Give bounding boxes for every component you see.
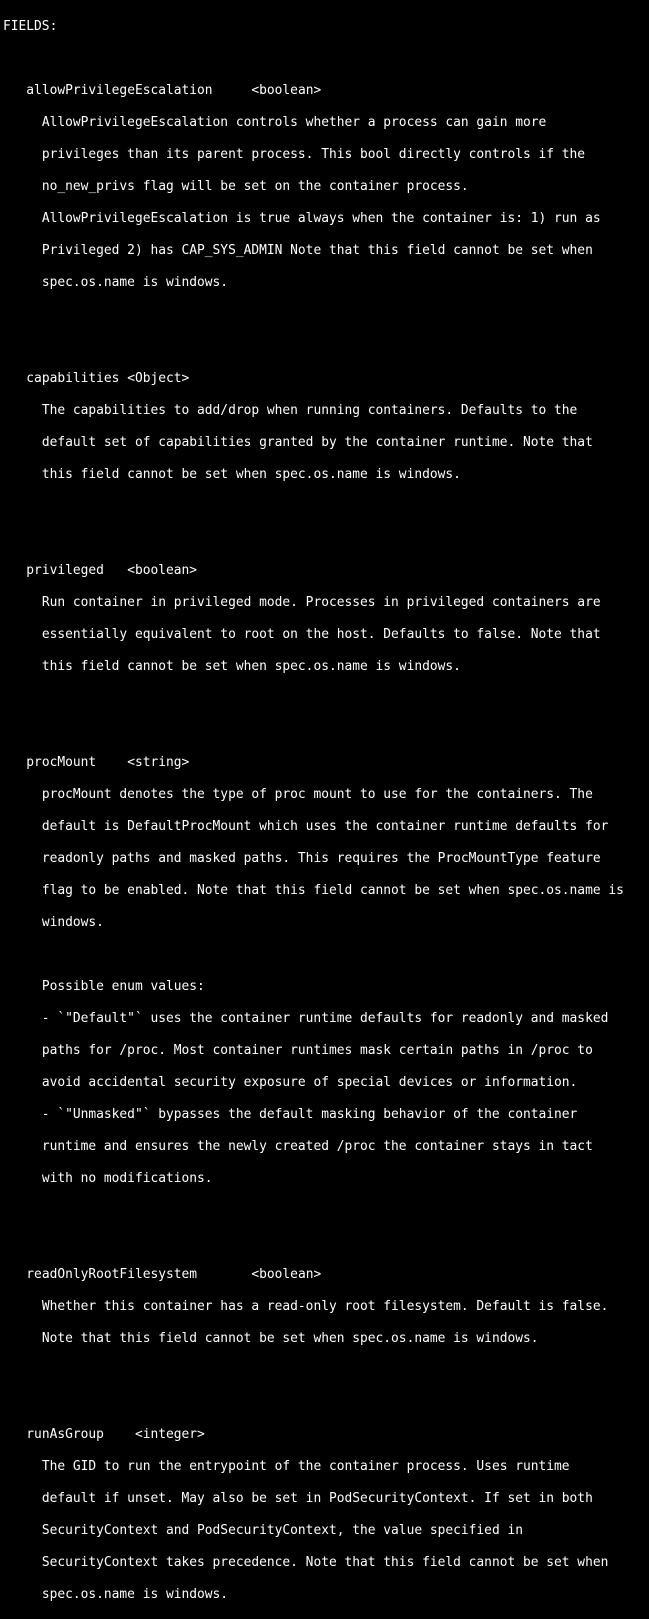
- field-row-capabilities: [3, 371, 649, 387]
- blank-line: [3, 1363, 649, 1379]
- field-row-allowprivilegeescalation: [3, 83, 649, 99]
- field-name: allowPrivilegeEscalation: [26, 83, 213, 98]
- field-desc-line: paths for /proc. Most container runtimes mask certain paths in /proc to: [41, 1043, 593, 1058]
- field-desc-line: this field cannot be set when spec.os.name is windows.: [41, 467, 461, 482]
- field-name: readOnlyRootFilesystem: [26, 1267, 198, 1282]
- field-type: <boolean>: [251, 83, 322, 98]
- field-row-privileged: [3, 563, 649, 579]
- field-desc-line: readonly paths and masked paths. This requires the ProcMountType feature: [41, 851, 601, 866]
- field-desc-line: procMount denotes the type of proc mount to use for the containers. The: [41, 787, 593, 802]
- field-desc-line: Possible enum values:: [41, 979, 205, 994]
- field-desc-line: Whether this container has a read-only root filesystem. Default is false.: [41, 1299, 609, 1314]
- field-type: <boolean>: [251, 1267, 322, 1282]
- field-desc-line: no_new_privs flag will be set on the container process.: [41, 179, 469, 194]
- field-type: <integer>: [134, 1427, 205, 1442]
- blank-line: [3, 499, 649, 515]
- field-desc-line: windows.: [41, 915, 104, 930]
- field-type: <string>: [127, 755, 190, 770]
- field-desc-line: with no modifications.: [41, 1171, 213, 1186]
- field-desc-line: AllowPrivilegeEscalation is true always when the container is: 1) run as: [41, 211, 601, 226]
- field-desc-line: SecurityContext and PodSecurityContext, the value specified in: [41, 1523, 523, 1538]
- field-desc-line: default is DefaultProcMount which uses the container runtime defaults for: [41, 819, 609, 834]
- field-desc-line: privileges than its parent process. This bool directly controls if the: [41, 147, 586, 162]
- field-row-runasgroup: [3, 1427, 649, 1443]
- field-desc-line: spec.os.name is windows.: [41, 275, 229, 290]
- field-desc-line: default if unset. May also be set in PodSecurityContext. If set in both: [41, 1491, 593, 1506]
- field-type: <Object>: [127, 371, 190, 386]
- field-desc-line: flag to be enabled. Note that this field cannot be set when spec.os.name is: [41, 883, 624, 898]
- blank-line: [3, 691, 649, 707]
- field-desc-line: Note that this field cannot be set when spec.os.name is windows.: [41, 1331, 539, 1346]
- field-name: privileged: [26, 563, 104, 578]
- field-name: runAsGroup: [26, 1427, 104, 1442]
- field-desc-line: AllowPrivilegeEscalation controls whether a process can gain more: [41, 115, 547, 130]
- field-name: procMount: [26, 755, 97, 770]
- blank-line: [3, 1203, 649, 1219]
- field-desc-line: - `"Default"` uses the container runtime defaults for readonly and masked: [34, 1011, 609, 1026]
- field-desc-line: this field cannot be set when spec.os.name is windows.: [41, 659, 461, 674]
- field-desc-line: - `"Unmasked"` bypasses the default masking behavior of the container: [34, 1107, 578, 1122]
- field-desc-line: essentially equivalent to root on the host. Defaults to false. Note that: [41, 627, 601, 642]
- blank-line: [3, 307, 649, 323]
- field-desc-line: The capabilities to add/drop when running containers. Defaults to the: [41, 403, 578, 418]
- field-desc-line: Privileged 2) has CAP_SYS_ADMIN Note that this field cannot be set when: [41, 243, 593, 258]
- field-desc-line: runtime and ensures the newly created /proc the container stays in tact: [41, 1139, 593, 1154]
- field-desc-line: default set of capabilities granted by the container runtime. Note that: [41, 435, 593, 450]
- fields-header: FIELDS:: [3, 19, 58, 34]
- field-desc-line: SecurityContext takes precedence. Note that this field cannot be set when: [41, 1555, 609, 1570]
- field-desc-line: The GID to run the entrypoint of the container process. Uses runtime: [41, 1459, 570, 1474]
- field-type: <boolean>: [127, 563, 198, 578]
- field-desc-line: avoid accidental security exposure of special devices or information.: [41, 1075, 578, 1090]
- field-desc-line: Run container in privileged mode. Processes in privileged containers are: [41, 595, 601, 610]
- field-desc-line: spec.os.name is windows.: [41, 1587, 229, 1602]
- field-name: capabilities: [26, 371, 120, 386]
- field-row-readonlyrootfilesystem: [3, 1267, 649, 1283]
- field-desc-line: [3, 947, 649, 963]
- field-row-procmount: [3, 755, 649, 771]
